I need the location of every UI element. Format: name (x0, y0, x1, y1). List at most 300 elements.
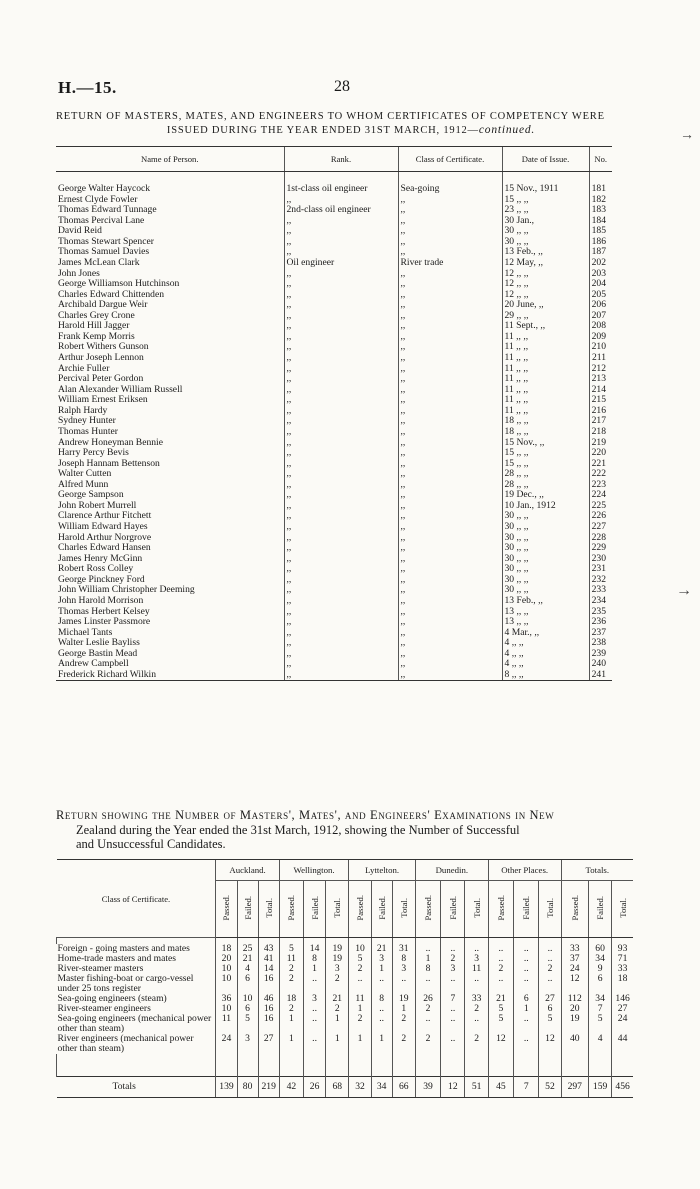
certificate-number: 222 (589, 469, 612, 480)
spacer-cell (415, 1054, 440, 1077)
certificate-number: 185 (589, 226, 612, 237)
count-cell: 5 (279, 944, 303, 954)
count-cell: .. (514, 954, 539, 964)
count-cell: 19 (326, 954, 349, 964)
count-cell: 10 (216, 964, 237, 974)
date-of-issue: 30 ,, ,, (502, 237, 589, 248)
rank: ,, (284, 395, 398, 406)
certificate-class: ,, (398, 522, 502, 533)
person-name: John Harold Morrison (58, 595, 144, 606)
person-name: William Edward Hayes (58, 522, 148, 532)
count-cell: 3 (392, 964, 415, 974)
col-subhead (371, 881, 392, 938)
count-cell: .. (371, 974, 392, 994)
table-spacer-row (56, 172, 612, 185)
person-name: Thomas Edward Tunnage (58, 205, 157, 216)
certificate-number: 214 (589, 385, 612, 396)
certificate-number: 241 (589, 670, 612, 681)
count-cell: .. (441, 1034, 465, 1054)
count-cell: 60 (588, 944, 611, 954)
person-name: John Robert Murrell (58, 500, 137, 511)
rank: ,, (284, 216, 398, 227)
rank: 2nd-class oil engineer (284, 205, 398, 216)
count-cell: 12 (488, 1034, 513, 1054)
table-row (56, 617, 612, 628)
date-of-issue: 4 ,, ,, (502, 659, 589, 670)
rank: ,, (284, 385, 398, 396)
count-cell: 5 (488, 1014, 513, 1034)
count-cell: 3 (237, 1034, 258, 1054)
count-cell: 36 (216, 994, 237, 1004)
count-cell: 43 (258, 944, 279, 954)
subhead-label: Total. (617, 898, 628, 918)
certificate-number: 230 (589, 554, 612, 565)
table-row (56, 459, 612, 470)
date-of-issue: 11 ,, ,, (502, 395, 589, 406)
count-cell: 2 (279, 964, 303, 974)
certificate-class: ,, (398, 575, 502, 586)
certificate-number: 203 (589, 269, 612, 280)
rank: ,, (284, 543, 398, 554)
table-row (56, 237, 612, 248)
rank: Oil engineer (284, 258, 398, 269)
return1-title-line2 (56, 124, 646, 136)
certificate-number: 240 (589, 659, 612, 670)
date-of-issue: 30 ,, ,, (502, 554, 589, 565)
spacer-cell (216, 1054, 237, 1077)
rank: ,, (284, 533, 398, 544)
count-cell: .. (441, 944, 465, 954)
rank: ,, (284, 311, 398, 322)
count-cell: 19 (326, 944, 349, 954)
person-name: Thomas Stewart Spencer (58, 236, 154, 247)
count-cell: 2 (279, 974, 303, 994)
count-cell: .. (539, 944, 561, 954)
table-row (56, 216, 612, 227)
count-cell: 2 (465, 1004, 488, 1014)
totals-label: Totals (57, 1077, 216, 1098)
count-cell: 33 (561, 944, 588, 954)
subhead-label: Failed. (595, 896, 606, 920)
rank: ,, (284, 596, 398, 607)
total-cell: 39 (415, 1077, 440, 1098)
col-subhead (326, 881, 349, 938)
date-of-issue: 13 ,, ,, (502, 617, 589, 628)
table-row (56, 416, 612, 427)
subhead-label: Passed. (221, 895, 232, 921)
count-cell: .. (304, 1004, 326, 1014)
rank: ,, (284, 300, 398, 311)
count-cell: 2 (279, 1004, 303, 1014)
return2-title-line2: Zealand during the Year ended the 31st March, 1912, showing the Number of Successful (76, 822, 520, 837)
total-cell: 297 (561, 1077, 588, 1098)
date-of-issue: 13 Feb., ,, (502, 596, 589, 607)
certificate-number: 234 (589, 596, 612, 607)
count-cell: 1 (349, 1034, 371, 1054)
count-cell: .. (371, 1014, 392, 1034)
certificate-number: 212 (589, 364, 612, 375)
table-row (56, 628, 612, 639)
date-of-issue: 30 ,, ,, (502, 226, 589, 237)
certificate-number: 217 (589, 416, 612, 427)
person-name: Joseph Hannam Bettenson (58, 458, 160, 469)
count-cell: 2 (441, 954, 465, 964)
count-cell: 12 (539, 1034, 561, 1054)
person-name: George Bastin Mead (58, 648, 138, 659)
table-row (56, 269, 612, 280)
col-subhead (237, 881, 258, 938)
count-cell: .. (514, 1014, 539, 1034)
table-row (56, 290, 612, 301)
date-of-issue: 8 ,, ,, (502, 670, 589, 681)
count-cell: 3 (371, 954, 392, 964)
person-name: Clarence Arthur Fitchett (58, 511, 152, 522)
count-cell: 14 (304, 944, 326, 954)
count-cell: 26 (415, 994, 440, 1004)
table-row (56, 342, 612, 353)
table-spacer-row (57, 1054, 634, 1077)
date-of-issue: 15 Nov., 1911 (502, 184, 589, 195)
count-cell: 12 (561, 974, 588, 994)
spacer-cell (349, 1054, 371, 1077)
table-row (57, 974, 634, 994)
date-of-issue: 30 ,, ,, (502, 585, 589, 596)
person-name: George Walter Haycock (58, 184, 151, 194)
rank: ,, (284, 480, 398, 491)
person-name: Thomas Hunter (58, 426, 118, 437)
certificate-class-label: Foreign - going masters and mates (57, 943, 190, 954)
certificate-number: 183 (589, 205, 612, 216)
count-cell: 40 (561, 1034, 588, 1054)
totals-row (57, 1077, 634, 1098)
rank: ,, (284, 554, 398, 565)
count-cell: .. (465, 1014, 488, 1034)
date-of-issue: 23 ,, ,, (502, 205, 589, 216)
count-cell: 2 (392, 1014, 415, 1034)
person-name: Andrew Honeyman Bennie (58, 437, 163, 448)
total-cell: 12 (441, 1077, 465, 1098)
examinations-table-body (57, 938, 634, 1098)
count-cell: 5 (488, 1004, 513, 1014)
certificate-number: 229 (589, 543, 612, 554)
date-of-issue: 30 ,, ,, (502, 564, 589, 575)
certificate-number: 187 (589, 247, 612, 258)
rank: ,, (284, 237, 398, 248)
count-cell: 24 (561, 964, 588, 974)
certificate-class: ,, (398, 427, 502, 438)
col-place: Other Places. (488, 860, 561, 881)
count-cell: 21 (237, 954, 258, 964)
person-name: George Sampson (58, 490, 124, 501)
rank: ,, (284, 342, 398, 353)
spacer-cell (588, 1054, 611, 1077)
count-cell: 5 (539, 1014, 561, 1034)
date-of-issue: 13 ,, ,, (502, 607, 589, 618)
rank: ,, (284, 279, 398, 290)
table-row (56, 353, 612, 364)
count-cell: .. (514, 1034, 539, 1054)
person-name: Charles Grey Crone (58, 310, 135, 321)
count-cell: 46 (258, 994, 279, 1004)
count-cell: 8 (392, 954, 415, 964)
total-cell: 7 (514, 1077, 539, 1098)
certificate-class: ,, (398, 195, 502, 206)
table-row (56, 332, 612, 343)
rank: ,, (284, 628, 398, 639)
date-of-issue: 12 ,, ,, (502, 290, 589, 301)
rank: ,, (284, 659, 398, 670)
count-cell: 1 (514, 1004, 539, 1014)
date-of-issue: 4 ,, ,, (502, 638, 589, 649)
certificate-class: ,, (398, 406, 502, 417)
count-cell: 6 (514, 994, 539, 1004)
count-cell: 37 (561, 954, 588, 964)
rank: ,, (284, 490, 398, 501)
spacer-cell (539, 1054, 561, 1077)
rank: ,, (284, 353, 398, 364)
date-of-issue: 13 Feb., ,, (502, 247, 589, 258)
certificate-class: ,, (398, 226, 502, 237)
count-cell: 21 (371, 944, 392, 954)
col-place: Dunedin. (415, 860, 488, 881)
subhead-label: Passed. (495, 895, 506, 921)
examinations-header-places (57, 860, 634, 881)
count-cell: 25 (237, 944, 258, 954)
col-subhead (539, 881, 561, 938)
col-subhead (612, 881, 633, 938)
certificate-number: 211 (589, 353, 612, 364)
count-cell: 112 (561, 994, 588, 1004)
count-cell: .. (415, 944, 440, 954)
table-row (56, 533, 612, 544)
table-row (56, 300, 612, 311)
count-cell: 11 (465, 964, 488, 974)
certificate-class: ,, (398, 490, 502, 501)
count-cell: 2 (539, 964, 561, 974)
table-row (56, 395, 612, 406)
count-cell: 2 (415, 1004, 440, 1014)
total-cell: 42 (279, 1077, 303, 1098)
count-cell: 11 (216, 1014, 237, 1034)
spacer-cell (465, 1054, 488, 1077)
date-of-issue: 20 June, ,, (502, 300, 589, 311)
person-name: Michael Tants (58, 627, 113, 638)
spacer-cell (326, 1054, 349, 1077)
total-cell: 34 (371, 1077, 392, 1098)
col-subhead (349, 881, 371, 938)
count-cell: .. (488, 954, 513, 964)
count-cell: 10 (216, 1004, 237, 1014)
date-of-issue: 11 ,, ,, (502, 332, 589, 343)
col-subhead (258, 881, 279, 938)
person-name: Charles Edward Hansen (58, 543, 151, 554)
count-cell: 27 (612, 1004, 633, 1014)
total-cell: 45 (488, 1077, 513, 1098)
table-row (56, 311, 612, 322)
table-row (56, 554, 612, 565)
count-cell: 2 (415, 1034, 440, 1054)
count-cell: 1 (279, 1034, 303, 1054)
count-cell: 1 (371, 1034, 392, 1054)
table-row (56, 469, 612, 480)
table-row (56, 427, 612, 438)
count-cell: 5 (349, 954, 371, 964)
certificate-class: ,, (398, 469, 502, 480)
certificate-class: ,, (398, 342, 502, 353)
rank: ,, (284, 332, 398, 343)
count-cell: .. (514, 944, 539, 954)
date-of-issue: 11 ,, ,, (502, 353, 589, 364)
date-of-issue: 11 ,, ,, (502, 385, 589, 396)
subhead-label: Total. (398, 898, 409, 918)
date-of-issue: 11 Sept., ,, (502, 321, 589, 332)
count-cell: 93 (612, 944, 633, 954)
certificate-class: ,, (398, 480, 502, 491)
margin-mark-icon: → (676, 582, 692, 599)
certificate-class: ,, (398, 321, 502, 332)
certificate-number: 186 (589, 237, 612, 248)
total-cell: 159 (588, 1077, 611, 1098)
subhead-label: Total. (263, 898, 274, 918)
person-name: Alan Alexander William Russell (58, 384, 183, 395)
certificate-class-label: Sea-going engineers (mechanical power other than steam) (57, 1013, 212, 1034)
date-of-issue: 11 ,, ,, (502, 342, 589, 353)
table-row (56, 543, 612, 554)
person-name: Andrew Campbell (58, 659, 129, 670)
person-name: James McLean Clark (58, 257, 140, 268)
date-of-issue: 11 ,, ,, (502, 364, 589, 375)
certificate-class-label: River-steamer masters (57, 963, 144, 974)
person-name: John Jones (58, 268, 100, 279)
person-name: Harold Hill Jagger (58, 321, 130, 332)
rank: ,, (284, 364, 398, 375)
certificates-table (56, 146, 612, 681)
spacer-cell (279, 1054, 303, 1077)
total-cell: 139 (216, 1077, 237, 1098)
person-name: Harold Arthur Norgrove (58, 532, 152, 543)
count-cell: .. (349, 974, 371, 994)
col-subhead (415, 881, 440, 938)
return1-title-line1: RETURN OF MASTERS, MATES, AND ENGINEERS TO WHOM CERTIFICATES OF COMPETENCY WERE (56, 111, 605, 122)
certificate-class: ,, (398, 269, 502, 280)
date-of-issue: 11 ,, ,, (502, 406, 589, 417)
subhead-label: Passed. (286, 895, 297, 921)
certificate-class: ,, (398, 617, 502, 628)
table-row (56, 490, 612, 501)
count-cell: .. (415, 1014, 440, 1034)
table-row (56, 511, 612, 522)
col-subhead (465, 881, 488, 938)
count-cell: 4 (237, 964, 258, 974)
count-cell: .. (539, 954, 561, 964)
count-cell: 1 (415, 954, 440, 964)
rank: ,, (284, 290, 398, 301)
certificate-class: ,, (398, 332, 502, 343)
count-cell: 16 (258, 1014, 279, 1034)
person-name: William Ernest Eriksen (58, 395, 148, 406)
col-place: Lyttelton. (349, 860, 415, 881)
count-cell: 10 (349, 944, 371, 954)
count-cell: 33 (612, 964, 633, 974)
count-cell: 11 (349, 994, 371, 1004)
person-name: John William Christopher Deeming (58, 585, 195, 596)
certificate-class: ,, (398, 416, 502, 427)
count-cell: 19 (392, 994, 415, 1004)
date-of-issue: 10 Jan., 1912 (502, 501, 589, 512)
person-name: James Linster Passmore (58, 617, 151, 628)
person-name: James Henry McGinn (58, 553, 143, 564)
spacer-cell (561, 1054, 588, 1077)
spacer-cell (304, 1054, 326, 1077)
date-of-issue: 19 Dec., ,, (502, 490, 589, 501)
count-cell: .. (514, 974, 539, 994)
count-cell: 7 (441, 994, 465, 1004)
certificate-class-label: River engineers (mechanical power other than steam) (57, 1033, 194, 1054)
table-row (56, 385, 612, 396)
table-row (56, 448, 612, 459)
certificate-number: 207 (589, 311, 612, 322)
certificate-class: ,, (398, 311, 502, 322)
table-row (56, 247, 612, 258)
table-row (56, 501, 612, 512)
certificate-number: 206 (589, 300, 612, 311)
certificate-class: ,, (398, 659, 502, 670)
count-cell: .. (304, 1014, 326, 1034)
date-of-issue: 15 Nov., ,, (502, 438, 589, 449)
date-of-issue: 15 ,, ,, (502, 195, 589, 206)
person-name: George Williamson Hutchinson (58, 279, 180, 290)
count-cell: 41 (258, 954, 279, 964)
count-cell: 24 (612, 1014, 633, 1034)
date-of-issue: 30 ,, ,, (502, 522, 589, 533)
table-row (56, 226, 612, 237)
certificate-class: ,, (398, 596, 502, 607)
col-subhead (441, 881, 465, 938)
certificate-number: 232 (589, 575, 612, 586)
table-row (56, 638, 612, 649)
certificate-class-label: Home-trade masters and mates (57, 953, 177, 964)
certificate-class-label: Master fishing-boat or cargo-vessel under 25 tons register (57, 973, 194, 994)
total-cell: 26 (304, 1077, 326, 1098)
count-cell: .. (488, 944, 513, 954)
date-of-issue: 12 ,, ,, (502, 269, 589, 280)
certificate-class: ,, (398, 585, 502, 596)
rank: ,, (284, 406, 398, 417)
certificate-class-label: Sea-going engineers (steam) (57, 993, 167, 1004)
certificate-number: 239 (589, 649, 612, 660)
spacer-cell (237, 1054, 258, 1077)
person-name: Robert Ross Colley (58, 564, 134, 575)
certificate-number: 228 (589, 533, 612, 544)
certificate-class: ,, (398, 607, 502, 618)
return2-title-line1: Return showing the Number of Masters', Mates', and Engineers' Examinations in New (56, 808, 555, 822)
date-of-issue: 4 ,, ,, (502, 649, 589, 660)
count-cell: 2 (392, 1034, 415, 1054)
person-name: Frederick Richard Wilkin (56, 670, 284, 681)
certificate-number: 226 (589, 511, 612, 522)
rank: 1st-class oil engineer (284, 184, 398, 195)
col-place: Auckland. (216, 860, 279, 881)
certificate-number: 236 (589, 617, 612, 628)
col-subhead (514, 881, 539, 938)
certificate-class: ,, (398, 459, 502, 470)
certificate-class: ,, (398, 374, 502, 385)
total-cell: 52 (539, 1077, 561, 1098)
count-cell: 11 (279, 954, 303, 964)
rank: ,, (284, 575, 398, 586)
certificate-class: ,, (398, 353, 502, 364)
count-cell: 1 (326, 1014, 349, 1034)
